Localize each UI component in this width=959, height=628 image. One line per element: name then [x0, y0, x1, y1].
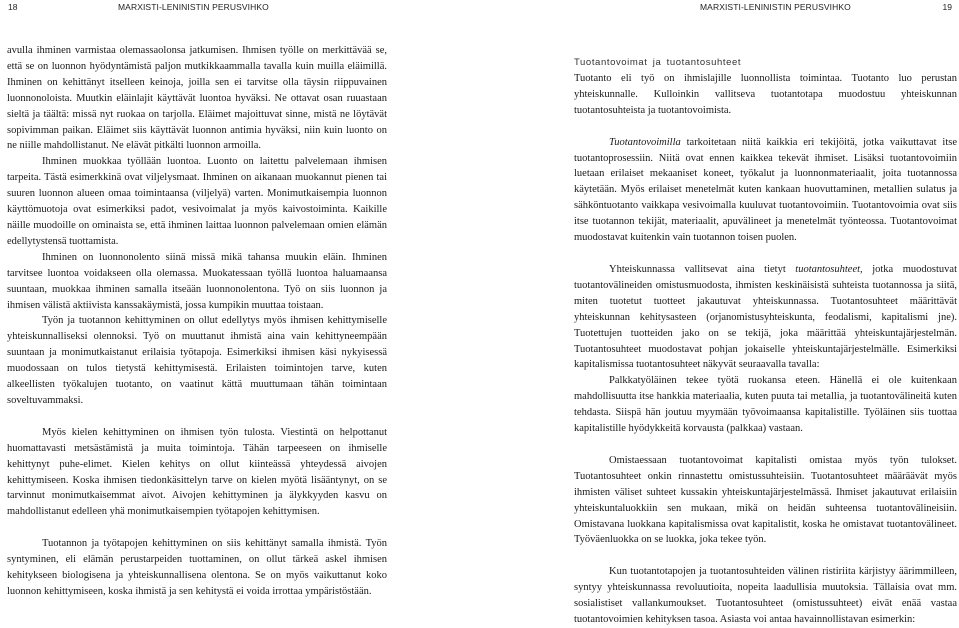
section-heading: Tuotantovoimat ja tuotantosuhteet: [574, 57, 742, 68]
term-tuotantovoimilla: Tuotantovoimilla: [609, 136, 681, 148]
left-paragraph-6: Tuotannon ja työtapojen kehittyminen on siis kehittänyt samalla ihmistä. Työn syntyminen, eli elämän perustarpeiden tuottaminen, on ollut tärkeä askel ihmisen kehitykseen biologisena ja yhteiskunnallisena olentona. Se on myös vaikuttanut koko luonnon kehittymiseen, koska ihmistä ja sen kehitystä ei voida irrottaa ympäristöstään.: [7, 538, 387, 597]
left-page-number: 18: [8, 2, 18, 12]
left-page-header: [8, 0, 278, 14]
right-text-column: [574, 55, 957, 628]
left-text-column: [7, 43, 387, 600]
right-paragraph-3: Yhteiskunnassa vallitsevat aina tietyt tuotantosuhteet, jotka muodostuvat tuotantovälineiden omistusmuodosta, ihmisten keskinäisistä suhteista tuotannossa ja siitä, miten tuotetut tuotteet jakautuvat yhteiskunnassa. Tuotantosuhteet määrittävät yhteiskunnan kehitysasteen (orjanomistusyhteiskunta, feodalismi, kapitalismi jne). Tuotettujen tuotteiden jako on se tekijä, joka määrittää yhteiskuntajärjestelmän. Tuotantosuhteet muodostavat pohjan jokaiselle yhteiskuntajärjestelmälle. Esimerkiksi kapitalismissa tuotantosuhteet näkyvät seuraavalla tavalla:: [574, 263, 957, 371]
right-paragraph-6: Kun tuotantotapojen ja tuotantosuhteiden välinen ristiriita kärjistyy äärimmilleen, syntyy yhteiskunnassa revoluutioita, nopeita laadullisia muutoksia. Tällaisia ovat mm. sosialistiset vallankumoukset. Tuotantosuhteet (omistussuhteet) eivät enää vastaa tuotantovoimien kehityksen tasoa. Asiasta voi antaa havainnollistavan esimerkin:: [574, 566, 957, 626]
left-paragraph-5: Myös kielen kehittyminen on ihmisen työn tulosta. Viestintä on helpottanut huomattavasti metsästämistä ja muita toimintoja. Tähän tarpeeseen on ihmiselle kehittynyt puhe-elimet. Kielen kehitys on ollut kiinteässä yhteydessä aivojen kehittymiseen. Koska ihmisen tiedonkäsittelyn tarve on kielen myötä lisääntynyt, on se tarvinnut monimutkaisemmat aivot. Aivojen kehittyminen ja älykkyyden kasvu on mahdollistanut edelleen yhä monimutkaisempien työtapojen kehittymisen.: [7, 426, 387, 518]
right-paragraph-2: Tuotantovoimilla tarkoitetaan niitä kaikkia eri tekijöitä, jotka vaikuttavat itse tuotantoprosessiin. Niitä ovat ennen kaikkea tekevät ihmiset. Lisäksi tuotantovoimiin luetaan erilaiset mekaaniset koneet, työkalut ja luonnonmateriaalit, joita tuotannossa käytetään. Myös erilaiset menetelmät kuten kankaan huovuttaminen, metallien sulatus ja sähköntuotanto vaikkapa vesivoimalla kuuluvat tuotantovoimiin. Tuotantovoimia ovat siis itse tuotannon tekijät, materiaalit, apuvälineet ja menetelmät työnteossa. Tuotantovoimat muodostavat kuitenkin vain tuotannon toisen puolen.: [574, 136, 957, 244]
left-paragraph-2: Ihminen muokkaa työllään luontoa. Luonto on laitettu palvelemaan ihmisen tarpeita. Tästä esimerkkinä ovat viljelysmaat. Ihminen on aikanaan muokannut pienen tai suuren luonnon alueen omaa toimintaansa (viljelyä) varten. Monimutkaisempia luonnon käyttömuotoja ovat esimerkiksi padot, vesivoimalat ja myös kaivostoiminta. Kaikille näille muodoille on ominaista se, että ihminen laittaa luonnon palvelemaan omien elämän edellytystensä tuottamista.: [7, 156, 387, 247]
right-page-header: [700, 0, 952, 14]
left-paragraph-3: Ihminen on luonnonolento siinä missä mikä tahansa muukin eläin. Ihminen tarvitsee luontoa voidakseen olla olemassa. Muokatessaan työllä luontoa haluamaansa suuntaan, muokkaa ihminen samalla itseään luonnonolentona. Työ on siis luonnon ja ihmisen välistä aktiivista kanssakäymistä, jossa kumpikin muuttaa toistaan.: [7, 251, 387, 311]
left-running-title: MARXISTI-LENINISTIN PERUSVIHKO: [118, 2, 269, 12]
right-paragraph-1: Tuotanto eli työ on ihmislajille luonnollista toimintaa. Tuotanto luo perustan yhteiskunnalle. Kulloinkin vallitseva tuotantotapa muodostuu yhteiskunnan tuotantosuhteista ja tuotantovoimista.: [574, 72, 957, 116]
right-paragraph-4: Palkkatyöläinen tekee työtä ruokansa eteen. Hänellä ei ole kuitenkaan mahdollisuutta itse hankkia materiaalia, kuten puuta tai metallia, ja tuotantovälineitä kuten tehdasta. Siispä hän joutuu myymään työvoimaansa kapitalistille. Työläinen siis tuottaa kapitalistille hyödykkeitä korvausta (palkkaa) vastaan.: [574, 375, 957, 435]
right-running-title: MARXISTI-LENINISTIN PERUSVIHKO: [700, 2, 851, 12]
right-paragraph-5: Omistaessaan tuotantovoimat kapitalisti omistaa myös työn tulokset. Tuotantosuhteet onkin rinnastettu omistussuhteisiin. Tuotantosuhteet määräävät myös ihmisten väliset suhteet kussakin yhteiskuntajärjestelmässä. Ihmiset jakautuvat erilaisiin yhteiskuntaluokkiin sen mukaan, mikä on heidän suhteensa tuotantovälineisiin. Omistavana luokkana kapitalismissa ovat kapitalistit, koska he omistavat tuotantovälineet. Työväenluokka on se luokka, joka tekee työn.: [574, 454, 957, 546]
left-paragraph-1: avulla ihminen varmistaa olemassaolonsa jatkumisen. Ihmisen työlle on merkittävää se, että se on luonnon hyödyntämistä paljon mutkikkaammalla tavalla kuin muilla eläimillä. Ihminen on kehittänyt itselleen keinoja, joilla sen ei tarvitse olla täysin riippuvainen luonnonoloista. Muutkin eläinlajit käyttävät luontoa hyväksi. Ne ottavat osan ruuastaan sieltä ja täältä: missä nyt ruokaa on tarjolla. Eläimet majoittuvat sinne, mistä ne löytävät sopivimman paikan. Eläimet siis käyttävät luonnon antimia hyväksi, niin kuin luonto on ne niille mahdollistanut. Ne elävät pitkälti luonnon armoilla.: [7, 45, 387, 152]
left-paragraph-4: Työn ja tuotannon kehittyminen on ollut edellytys myös ihmisen kehittymiselle yhteiskunnalliseksi olennoksi. Työ on muuttanut ihmistä aina vain kehittyneempään suuntaan ja monimutkaistanut erilaisia työtapoja. Esimerkiksi ihmisen käsi nykyisessä muodossaan on tulos tietystä kehittymisestä. Erilaisten toimintojen tarve, kuten alkeellisten työkalujen tuotanto, on vaatinut kättä muuttumaan tähän toimintaan soveltuvammaksi.: [7, 315, 387, 406]
term-tuotantosuhteet: tuotantosuhteet,: [795, 263, 863, 275]
right-page-number: 19: [942, 2, 952, 12]
